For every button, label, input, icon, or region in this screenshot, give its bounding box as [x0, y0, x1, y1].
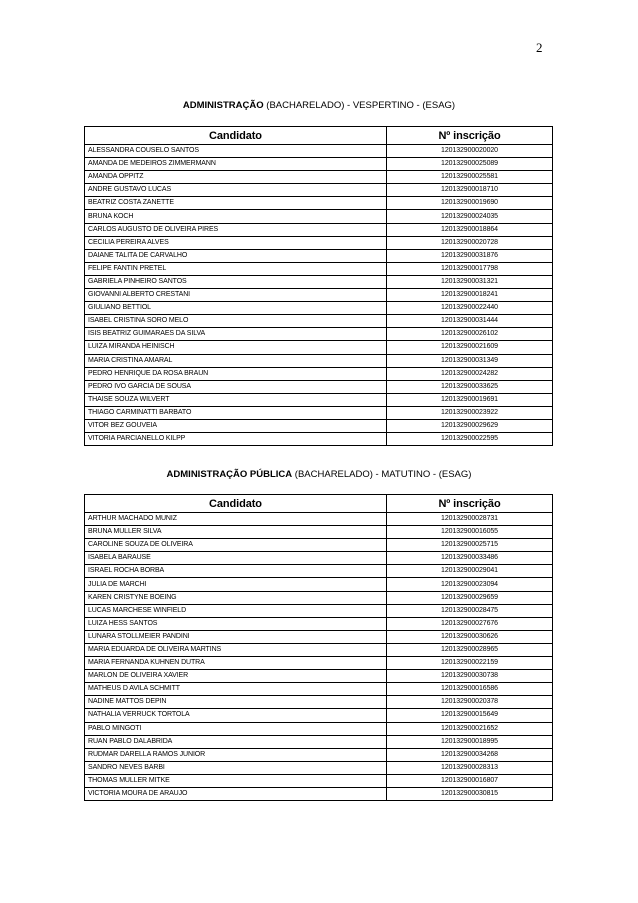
registration-number-cell: 120132900028965: [387, 643, 553, 656]
registration-number-cell: 120132900034268: [387, 748, 553, 761]
candidate-name-cell: AMANDA DE MEDEIROS ZIMMERMANN: [85, 158, 387, 171]
table-row: [85, 722, 553, 735]
candidate-name-cell: LUIZA MIRANDA HEINISCH: [85, 341, 387, 354]
section-title-bold: ADMINISTRAÇÃO PÚBLICA: [166, 469, 293, 480]
table-row: [85, 275, 553, 288]
table-row: [85, 604, 553, 617]
registration-number-cell: 120132900021609: [387, 341, 553, 354]
table-row: [85, 565, 553, 578]
candidate-name-cell: FELIPE FANTIN PRETEL: [85, 262, 387, 275]
registration-number-cell: 120132900033486: [387, 552, 553, 565]
table-row: [85, 617, 553, 630]
candidates-table-administracao-publica: [84, 494, 553, 801]
candidate-name-cell: GIULIANO BETTIOL: [85, 302, 387, 315]
candidate-name-cell: PABLO MINGOTI: [85, 722, 387, 735]
registration-number-cell: 120132900030738: [387, 670, 553, 683]
table-row: [85, 315, 553, 328]
candidate-name-cell: MARIA CRISTINA AMARAL: [85, 354, 387, 367]
section-title-bold: ADMINISTRAÇÃO: [182, 100, 264, 111]
registration-number-cell: 120132900025089: [387, 158, 553, 171]
registration-number-cell: 120132900018710: [387, 184, 553, 197]
registration-number-cell: 120132900021652: [387, 722, 553, 735]
candidate-name-cell: LUIZA HESS SANTOS: [85, 617, 387, 630]
table-row: [85, 223, 553, 236]
candidate-name-cell: RUDMAR DARELLA RAMOS JUNIOR: [85, 748, 387, 761]
registration-number-cell: 120132900029629: [387, 419, 553, 432]
candidate-name-cell: AMANDA OPPITZ: [85, 171, 387, 184]
registration-number-cell: 120132900028475: [387, 604, 553, 617]
candidate-name-cell: MARIA FERNANDA KUHNEN DUTRA: [85, 657, 387, 670]
table-row: [85, 433, 553, 446]
section-title-rest: (BACHARELADO) - MATUTINO - (ESAG): [292, 469, 472, 480]
candidate-name-cell: RUAN PABLO DALABRIDA: [85, 735, 387, 748]
table-row: [85, 197, 553, 210]
table-row: [85, 158, 553, 171]
candidates-table-administracao: [84, 126, 553, 446]
table-row: [85, 302, 553, 315]
table-header-row: [85, 127, 553, 145]
section-title-administracao-publica: [84, 469, 554, 480]
table-row: [85, 591, 553, 604]
candidate-name-cell: PEDRO IVO GARCIA DE SOUSA: [85, 380, 387, 393]
registration-number-cell: 120132900028313: [387, 761, 553, 774]
section-title-rest: (BACHARELADO) - VESPERTINO - (ESAG): [263, 100, 456, 111]
candidate-name-cell: BRUNA KOCH: [85, 210, 387, 223]
registration-number-cell: 120132900031876: [387, 249, 553, 262]
table-row: [85, 539, 553, 552]
table-row: [85, 670, 553, 683]
header-registration-number: Nº inscrição: [387, 495, 553, 513]
table-row: [85, 709, 553, 722]
registration-number-cell: 120132900019691: [387, 393, 553, 406]
table-row: [85, 419, 553, 432]
registration-number-cell: 120132900026102: [387, 328, 553, 341]
table-row: [85, 249, 553, 262]
table-row: [85, 184, 553, 197]
candidate-name-cell: SANDRO NEVES BARBI: [85, 761, 387, 774]
candidate-name-cell: CARLOS AUGUSTO DE OLIVEIRA PIRES: [85, 223, 387, 236]
candidate-name-cell: CECILIA PEREIRA ALVES: [85, 236, 387, 249]
registration-number-cell: 120132900029659: [387, 591, 553, 604]
candidate-name-cell: MARLON DE OLIVEIRA XAVIER: [85, 670, 387, 683]
registration-number-cell: 120132900017798: [387, 262, 553, 275]
candidate-name-cell: CAROLINE SOUZA DE OLIVEIRA: [85, 539, 387, 552]
registration-number-cell: 120132900016586: [387, 683, 553, 696]
registration-number-cell: 120132900016807: [387, 774, 553, 787]
registration-number-cell: 120132900025581: [387, 171, 553, 184]
table-row: [85, 210, 553, 223]
table-row: [85, 643, 553, 656]
registration-number-cell: 120132900033625: [387, 380, 553, 393]
candidate-name-cell: ISIS BEATRIZ GUIMARAES DA SILVA: [85, 328, 387, 341]
table-row: [85, 341, 553, 354]
candidate-name-cell: NATHALIA VERRUCK TORTOLA: [85, 709, 387, 722]
table-row: [85, 696, 553, 709]
registration-number-cell: 120132900018995: [387, 735, 553, 748]
candidate-name-cell: JULIA DE MARCHI: [85, 578, 387, 591]
registration-number-cell: 120132900020020: [387, 145, 553, 158]
table-row: [85, 513, 553, 526]
candidate-name-cell: KAREN CRISTYNE BOEING: [85, 591, 387, 604]
registration-number-cell: 120132900020378: [387, 696, 553, 709]
registration-number-cell: 120132900031321: [387, 275, 553, 288]
table-row: [85, 262, 553, 275]
candidate-name-cell: ISRAEL ROCHA BORBA: [85, 565, 387, 578]
table-row: [85, 761, 553, 774]
registration-number-cell: 120132900024282: [387, 367, 553, 380]
candidate-name-cell: ISABELA BARAUSE: [85, 552, 387, 565]
candidate-name-cell: ARTHUR MACHADO MUNIZ: [85, 513, 387, 526]
candidate-name-cell: MARIA EDUARDA DE OLIVEIRA MARTINS: [85, 643, 387, 656]
candidate-name-cell: MATHEUS D AVILA SCHMITT: [85, 683, 387, 696]
registration-number-cell: 120132900022595: [387, 433, 553, 446]
page-number: 2: [536, 40, 543, 55]
table-row: [85, 171, 553, 184]
candidate-name-cell: GIOVANNI ALBERTO CRESTANI: [85, 289, 387, 302]
table-row: [85, 630, 553, 643]
table-row: [85, 657, 553, 670]
table-row: [85, 683, 553, 696]
candidate-name-cell: NADINE MATTOS DEPIN: [85, 696, 387, 709]
table-row: [85, 748, 553, 761]
registration-number-cell: 120132900031444: [387, 315, 553, 328]
table-row: [85, 787, 553, 800]
candidate-name-cell: DAIANE TALITA DE CARVALHO: [85, 249, 387, 262]
registration-number-cell: 120132900016055: [387, 526, 553, 539]
registration-number-cell: 120132900020728: [387, 236, 553, 249]
candidate-name-cell: PEDRO HENRIQUE DA ROSA BRAUN: [85, 367, 387, 380]
candidate-name-cell: ISABEL CRISTINA SORO MELO: [85, 315, 387, 328]
registration-number-cell: 120132900018241: [387, 289, 553, 302]
section-title-administracao: [84, 100, 554, 111]
table-row: [85, 526, 553, 539]
registration-number-cell: 120132900018864: [387, 223, 553, 236]
candidate-name-cell: THOMAS MULLER MITKE: [85, 774, 387, 787]
registration-number-cell: 120132900028731: [387, 513, 553, 526]
header-candidate: Candidato: [85, 127, 387, 145]
header-candidate: Candidato: [85, 495, 387, 513]
candidate-name-cell: VITOR BEZ GOUVEIA: [85, 419, 387, 432]
table-row: [85, 289, 553, 302]
candidate-name-cell: ALESSANDRA COUSELO SANTOS: [85, 145, 387, 158]
table-row: [85, 367, 553, 380]
candidate-name-cell: LUNARA STOLLMEIER PANDINI: [85, 630, 387, 643]
registration-number-cell: 120132900025715: [387, 539, 553, 552]
registration-number-cell: 120132900015649: [387, 709, 553, 722]
registration-number-cell: 120132900023094: [387, 578, 553, 591]
table-row: [85, 406, 553, 419]
table-row: [85, 354, 553, 367]
registration-number-cell: 120132900023922: [387, 406, 553, 419]
table-row: [85, 380, 553, 393]
registration-number-cell: 120132900019690: [387, 197, 553, 210]
candidate-name-cell: ANDRE GUSTAVO LUCAS: [85, 184, 387, 197]
registration-number-cell: 120132900029041: [387, 565, 553, 578]
table-row: [85, 552, 553, 565]
table-row: [85, 328, 553, 341]
registration-number-cell: 120132900030815: [387, 787, 553, 800]
registration-number-cell: 120132900024035: [387, 210, 553, 223]
candidate-name-cell: VICTORIA MOURA DE ARAUJO: [85, 787, 387, 800]
table-row: [85, 578, 553, 591]
header-registration-number: Nº inscrição: [387, 127, 553, 145]
registration-number-cell: 120132900022440: [387, 302, 553, 315]
candidate-name-cell: LUCAS MARCHESE WINFIELD: [85, 604, 387, 617]
candidate-name-cell: THIAGO CARMINATTI BARBATO: [85, 406, 387, 419]
table-row: [85, 145, 553, 158]
candidate-name-cell: BRUNA MULLER SILVA: [85, 526, 387, 539]
candidate-name-cell: GABRIELA PINHEIRO SANTOS: [85, 275, 387, 288]
registration-number-cell: 120132900030626: [387, 630, 553, 643]
registration-number-cell: 120132900031349: [387, 354, 553, 367]
table-row: [85, 735, 553, 748]
table-row: [85, 774, 553, 787]
table-row: [85, 393, 553, 406]
registration-number-cell: 120132900022159: [387, 657, 553, 670]
registration-number-cell: 120132900027676: [387, 617, 553, 630]
candidate-name-cell: BEATRIZ COSTA ZANETTE: [85, 197, 387, 210]
candidate-name-cell: VITORIA PARCIANELLO KILPP: [85, 433, 387, 446]
table-row: [85, 236, 553, 249]
table-header-row: [85, 495, 553, 513]
candidate-name-cell: THAISE SOUZA WILVERT: [85, 393, 387, 406]
